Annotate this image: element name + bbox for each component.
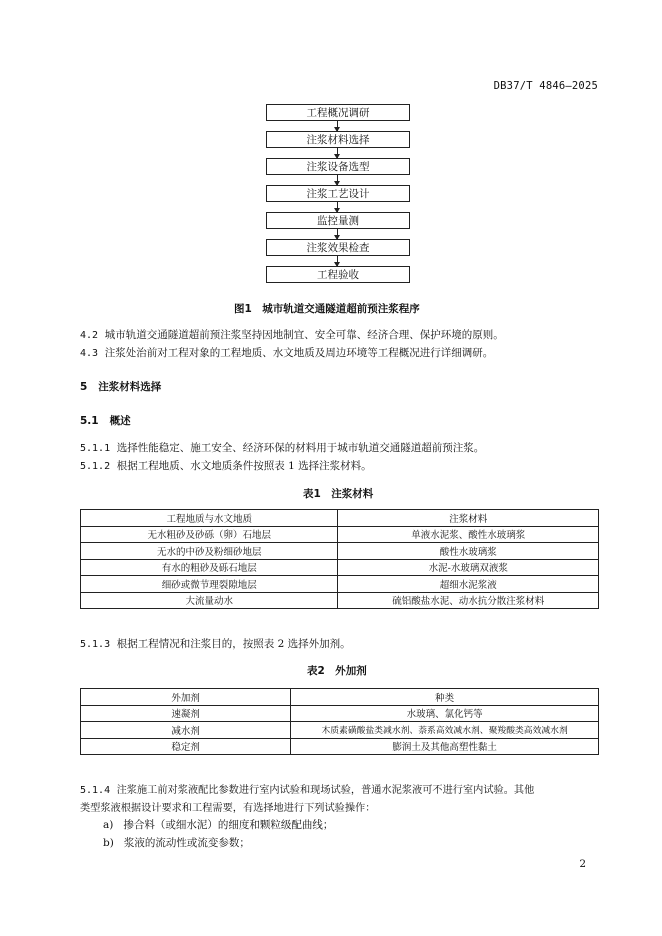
figure-caption: 图1 城市轨道交通隧道超前预注浆程序 [234,303,420,315]
table-header-cell: 注浆材料 [338,510,599,527]
list-marker: a) [103,819,114,831]
flow-step: 工程验收 [266,266,410,283]
flow-step: 注浆效果检查 [266,239,410,256]
table2-caption: 表2 外加剂 [307,665,367,677]
table-row [81,543,599,560]
section-title: 注浆材料选择 [98,381,162,393]
table-cell: 水泥-水玻璃双液浆 [338,559,599,576]
clause-text: 根据工程情况和注浆目的，按照表 2 选择外加剂。 [116,638,351,650]
flow-step: 监控量测 [266,212,410,229]
table-row [81,526,599,543]
list-text: 浆液的流动性或流变参数； [123,837,250,849]
section-number: 5 [80,381,88,393]
table-cell: 超细水泥浆液 [338,576,599,593]
clause-number: 5.1.1 [80,443,111,454]
clause-5-1-4-line2: 类型浆液根据设计要求和工程需要，有选择地进行下列试验操作： [80,803,376,814]
flow-arrow [337,202,338,212]
list-marker: b) [103,837,114,849]
table-cell: 无水的中砂及粉细砂地层 [81,543,338,560]
flow-step: 注浆设备选型 [266,158,410,175]
clause-number: 5.1.4 [80,785,111,796]
list-item-b [103,835,250,850]
table-cell: 硫铝酸盐水泥、动水抗分散注浆材料 [338,592,599,609]
flow-arrow [337,229,338,239]
document-code: DB37/T 4846—2025 [493,80,598,92]
list-text: 掺合料（或细水泥）的细度和颗粒级配曲线； [123,819,334,831]
section-title: 概述 [109,415,131,427]
clause-5-1-4-line1 [80,781,534,796]
table-cell: 细砂或微节理裂隙地层 [81,576,338,593]
table-cell: 单液水泥浆、酸性水玻璃浆 [338,526,599,543]
table-row [81,592,599,609]
table1-caption: 表1 注浆材料 [303,488,374,500]
table-header-cell: 种类 [291,689,599,706]
clause-4-3 [80,345,493,360]
flow-step: 注浆工艺设计 [266,185,410,202]
table-cell: 膨润土及其他高塑性黏土 [291,738,599,755]
table-header-row [81,689,599,706]
clause-text: 选择性能稳定、施工安全、经济环保的材料用于城市轨道交通隧道超前预注浆。 [116,442,485,454]
clause-4-2 [80,327,504,342]
clause-number: 5.1.2 [80,461,111,472]
table-header-cell: 工程地质与水文地质 [81,510,338,527]
clause-text: 根据工程地质、水文地质条件按照表 1 选择注浆材料。 [116,460,372,472]
clause-5-1-2 [80,458,372,473]
table-cell: 木质素磺酸盐类减水剂、萘系高效减水剂、聚羧酸类高效减水剂 [291,722,599,739]
section-5-heading [80,379,161,394]
table-row [81,576,599,593]
table-header-row [81,510,599,527]
table-cell: 稳定剂 [81,738,291,755]
flow-arrow [337,256,338,266]
page-number: 2 [579,858,586,870]
table-cell: 减水剂 [81,722,291,739]
clause-5-1-3 [80,636,351,651]
table-header-cell: 外加剂 [81,689,291,706]
flow-arrow [337,121,338,131]
table-row [81,705,599,722]
clause-number: 4.3 [80,348,99,359]
table-cell: 有水的粗砂及砾石地层 [81,559,338,576]
table-cell: 酸性水玻璃浆 [338,543,599,560]
table-row [81,722,599,739]
flow-arrow [337,148,338,158]
flow-step: 注浆材料选择 [266,131,410,148]
table-cell: 无水粗砂及砂砾（卵）石地层 [81,526,338,543]
table-cell: 水玻璃、氯化钙等 [291,705,599,722]
clause-number: 4.2 [80,330,99,341]
table-cell: 速凝剂 [81,705,291,722]
clause-number: 5.1.3 [80,639,111,650]
table-1 [80,509,599,609]
flow-step: 工程概况调研 [266,104,410,121]
table-row [81,559,599,576]
table-cell: 大流量动水 [81,592,338,609]
clause-5-1-1 [80,440,484,455]
clause-text: 城市轨道交通隧道超前预注浆坚持因地制宜、安全可靠、经济合理、保护环境的原则。 [104,329,504,341]
clause-text: 注浆处治前对工程对象的工程地质、水文地质及周边环境等工程概况进行详细调研。 [104,347,494,359]
flow-arrow [337,175,338,185]
list-item-a [103,817,333,832]
clause-text: 注浆施工前对浆液配比参数进行室内试验和现场试验，普通水泥浆液可不进行室内试验。其他 [116,785,535,796]
section-number: 5.1 [80,415,99,427]
table-row [81,738,599,755]
section-5-1-heading [80,413,131,428]
table-2 [80,688,599,755]
